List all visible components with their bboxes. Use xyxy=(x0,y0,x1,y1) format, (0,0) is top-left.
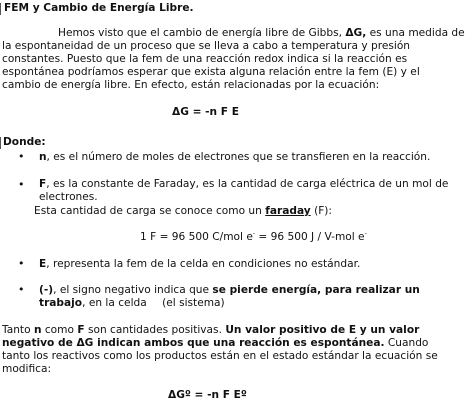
final-bold: Un valor positivo de E y un valor xyxy=(225,324,420,336)
final-line-4: modifica: xyxy=(2,363,52,375)
bullet-neg-text: , el signo negativo indica que xyxy=(53,284,210,296)
faraday-term: faraday xyxy=(265,205,311,217)
bullet-f-line-1 xyxy=(39,178,471,191)
bullet-neg-line-1 xyxy=(39,284,471,297)
electron-charge-sup: - xyxy=(252,230,256,237)
intro-line-1 xyxy=(58,27,465,40)
bullet-neg-line-2 xyxy=(39,297,225,310)
intro-line-5: cambio de energía libre. En efecto, están relacionadas por la ecuación: xyxy=(2,79,380,91)
symbol-f: F xyxy=(39,178,47,190)
bullet-f-text: (F): xyxy=(314,205,332,217)
bullet-dot: • xyxy=(18,283,25,296)
final-line-3: tanto los reactivos como los productos están en el estado estándar la ecuación se xyxy=(2,350,438,362)
bullet-neg-bold: trabajo xyxy=(39,297,83,309)
final-text: Cuando xyxy=(387,337,429,349)
final-text: como xyxy=(44,324,74,336)
bullet-dot: • xyxy=(18,150,25,163)
intro-line-3: constantes. Puesto que la fem de una reacción redox indica si la reacción es xyxy=(2,53,408,65)
faraday-eq-left: 1 F = 96 500 C/mol e xyxy=(140,231,253,243)
bullet-n-text: , es el número de moles de electrones que se transfieren en la reacción. xyxy=(46,151,431,163)
final-line-1 xyxy=(2,324,470,337)
gibbs-equation: ΔG = -n F E xyxy=(172,106,239,118)
bullet-f-text: Esta cantidad de carga se conoce como un xyxy=(34,205,262,217)
bullet-dot: • xyxy=(18,257,25,270)
standard-gibbs-equation: ΔGº = -n F Eº xyxy=(168,389,247,401)
bullet-neg-bold: se pierde energía, para realizar un xyxy=(212,284,420,296)
symbol-f: F xyxy=(77,324,85,336)
symbol-n: n xyxy=(33,324,42,336)
intro-text: es una medida de xyxy=(369,27,465,39)
bullet-n xyxy=(39,151,430,164)
symbol-n: n xyxy=(39,151,47,163)
heading-marker xyxy=(0,3,1,15)
bullet-neg-text: (el sistema) xyxy=(162,297,225,309)
delta-g-term: ΔG, xyxy=(345,27,367,39)
final-line-2 xyxy=(2,337,470,350)
bullet-neg-text: , en la celda xyxy=(82,297,147,309)
final-text: Tanto xyxy=(2,324,31,336)
donde-label: Donde: xyxy=(3,136,46,148)
symbol-e: E xyxy=(39,258,47,270)
electron-charge-sup: - xyxy=(364,230,367,237)
bullet-f-text: , es la constante de Faraday, es la cantidad de carga eléctrica de un mol de xyxy=(46,178,449,190)
bullet-f-line-3 xyxy=(34,205,332,218)
final-text: son cantidades positivas. xyxy=(87,324,222,336)
intro-text: Hemos visto que el cambio de energía libre de Gibbs, xyxy=(58,27,342,39)
final-bold: negativo de ΔG indican ambos que una reacción es espontánea. xyxy=(2,337,385,349)
symbol-negative: (-) xyxy=(39,284,54,296)
bullet-dot: • xyxy=(18,178,25,191)
donde-marker xyxy=(0,137,1,149)
faraday-eq-right: = 96 500 J / V-mol e xyxy=(255,231,365,243)
intro-line-2: la espontaneidad de un proceso que se lleva a cabo a temperatura y presión xyxy=(2,40,411,52)
faraday-equation xyxy=(140,231,367,244)
bullet-f-line-2: electrones. xyxy=(39,191,98,203)
page-heading: FEM y Cambio de Energía Libre. xyxy=(4,2,194,14)
bullet-e xyxy=(39,258,360,271)
bullet-e-text: , representa la fem de la celda en condiciones no estándar. xyxy=(46,258,361,270)
intro-line-4: espontánea podríamos esperar que exista alguna relación entre la fem (E) y el xyxy=(2,66,420,78)
